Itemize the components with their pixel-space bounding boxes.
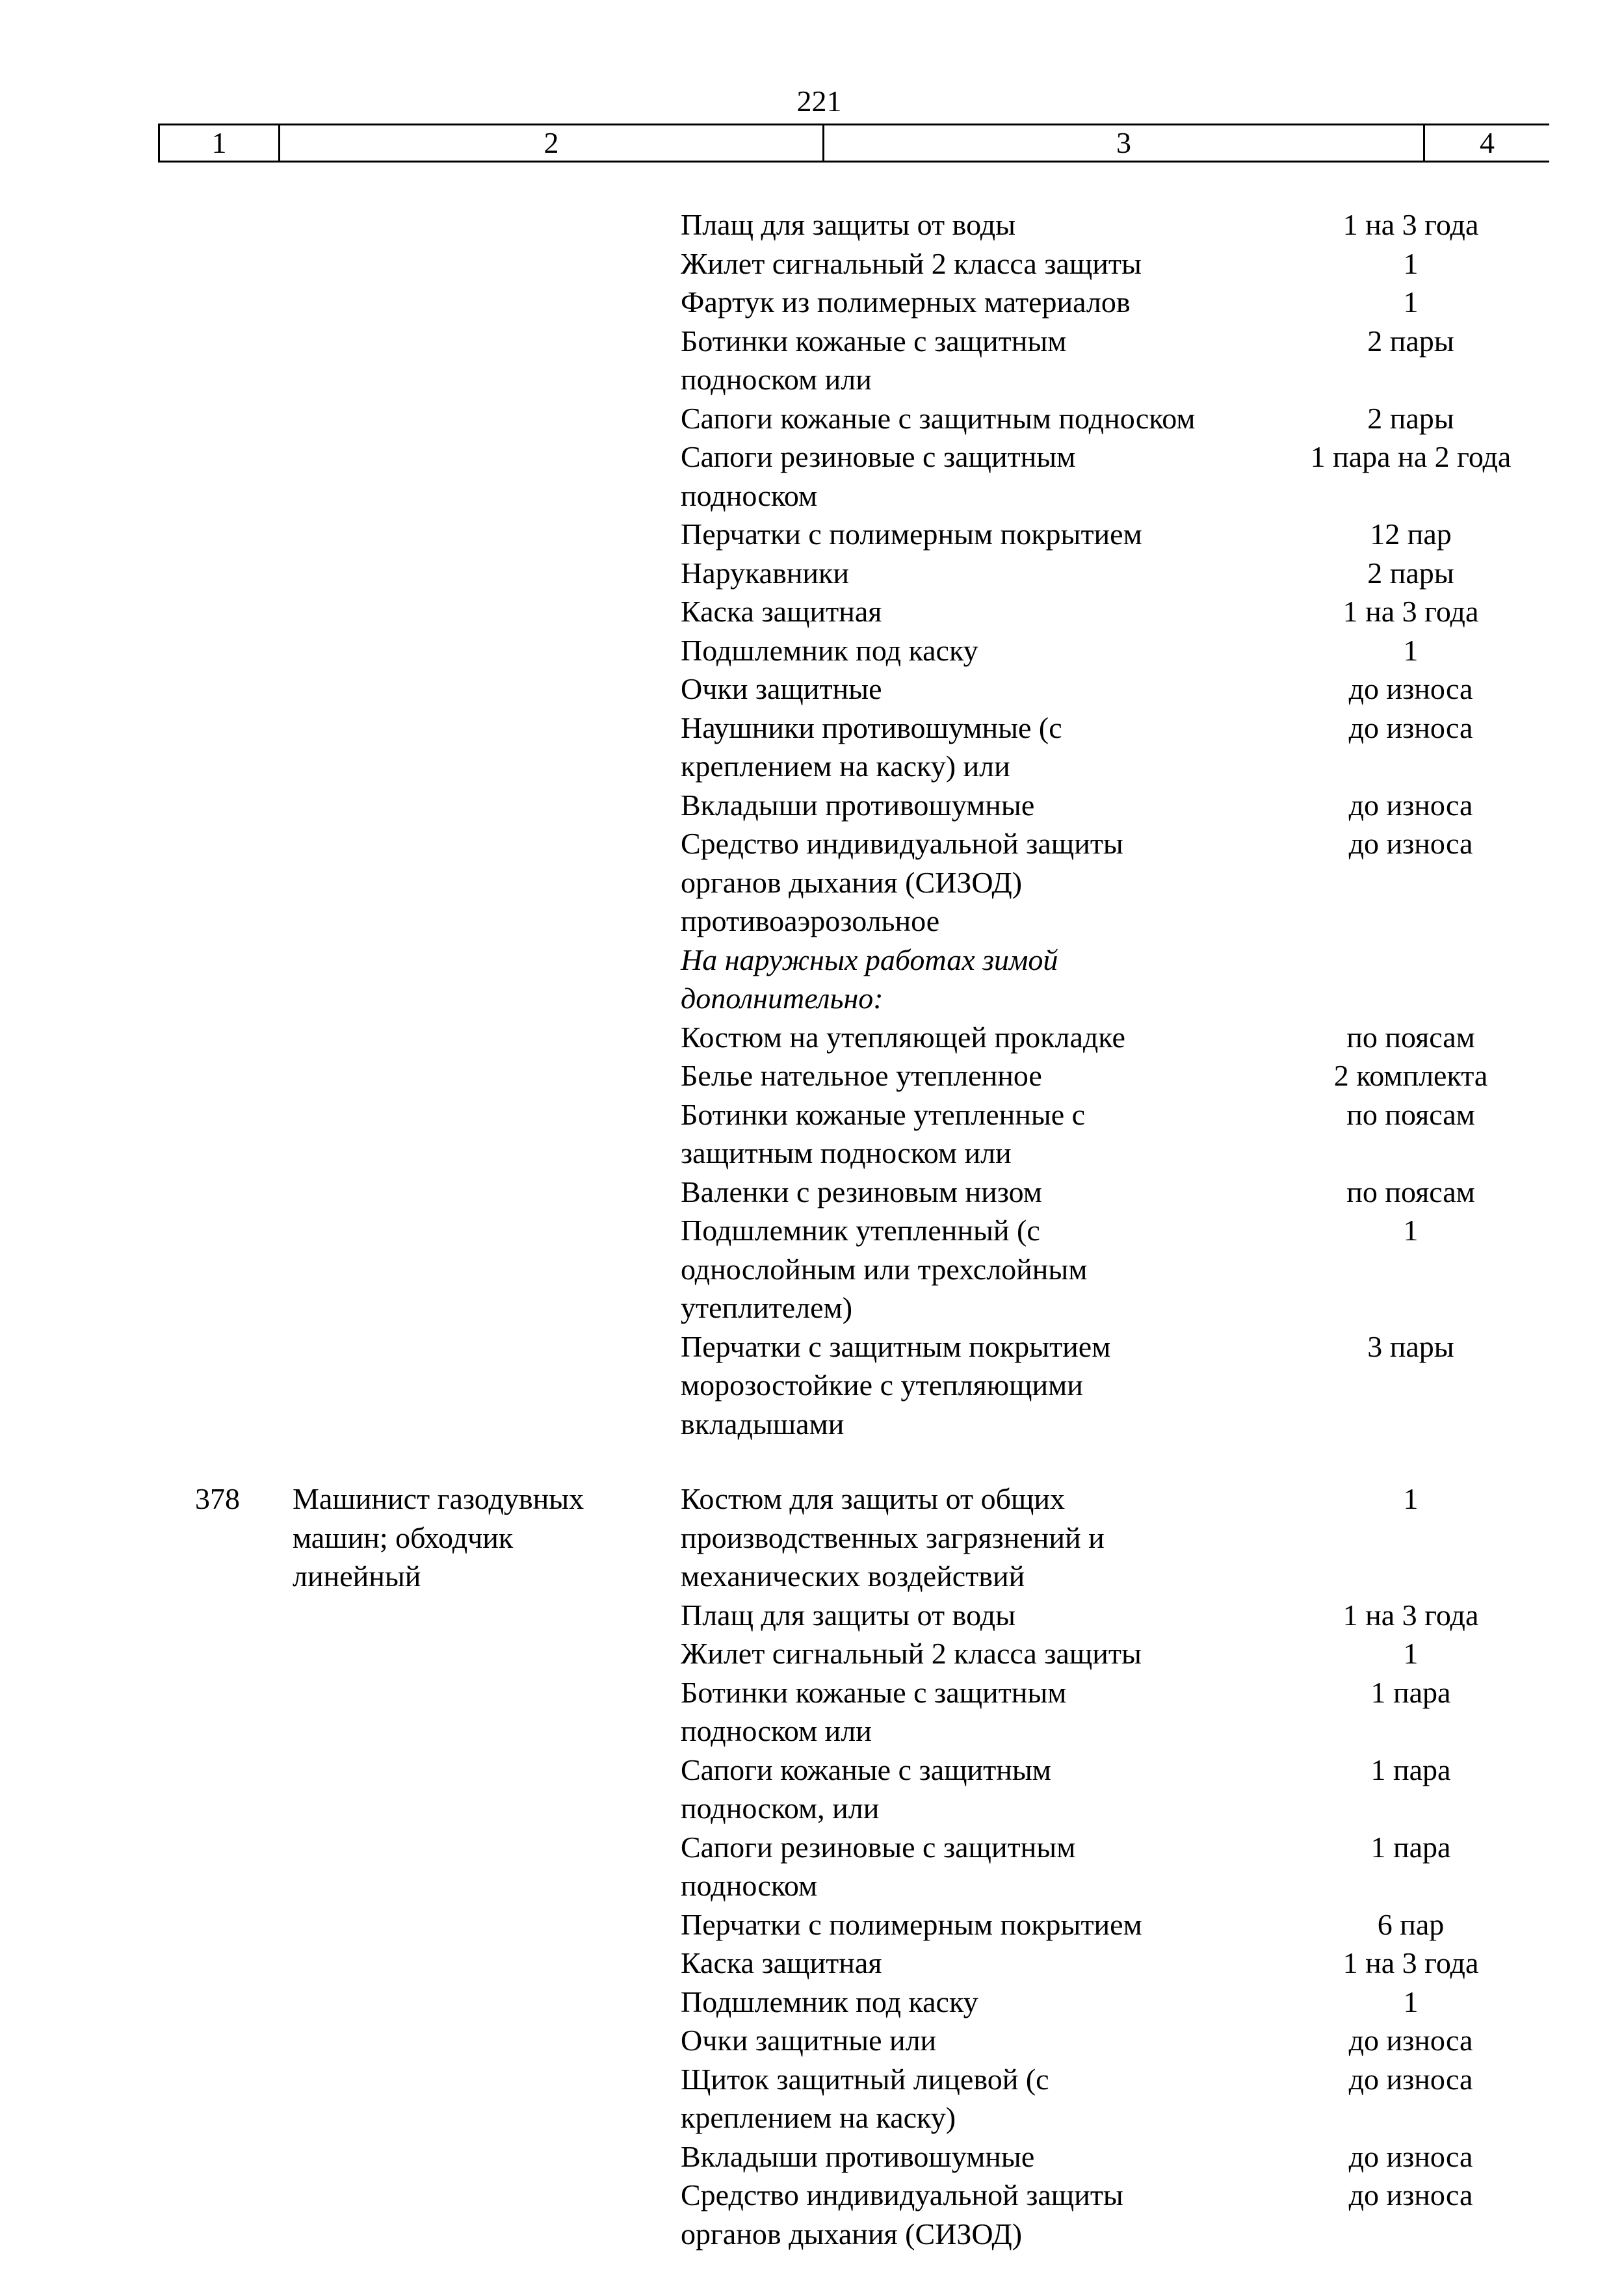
- item-name: Подшлемник под каску: [681, 1985, 978, 2018]
- profession-name: машин; обходчик: [293, 1520, 514, 1554]
- item-name: Вкладыши противошумные: [681, 788, 1035, 822]
- item-name: подноском или: [681, 1714, 872, 1747]
- item-name: утеплителем): [681, 1291, 853, 1324]
- item-norm: 1 пара: [1370, 1830, 1451, 1864]
- item-norm: 1: [1403, 633, 1419, 667]
- item-name: Фартук из полимерных материалов: [681, 285, 1131, 319]
- item-name: вкладышами: [681, 1407, 845, 1441]
- item-name: Сапоги резиновые с защитным: [681, 1830, 1076, 1864]
- profession-name: линейный: [293, 1559, 421, 1593]
- item-name: производственных загрязнений и: [681, 1520, 1105, 1554]
- column-header-3: 3: [822, 125, 1423, 161]
- item-name: Жилет сигнальный 2 класса защиты: [681, 1637, 1142, 1670]
- item-name: Костюм для защиты от общих: [681, 1482, 1066, 1515]
- item-norm: 1 пара: [1370, 1753, 1451, 1786]
- item-name: Ботинки кожаные с защитным: [681, 1675, 1067, 1709]
- item-norm: 1: [1403, 1214, 1419, 1247]
- column-header-row: [158, 124, 1549, 163]
- item-norm: 3 пары: [1367, 1329, 1454, 1363]
- item-norm: 6 пар: [1377, 1907, 1445, 1941]
- item-name: Средство индивидуальной защиты: [681, 2178, 1123, 2211]
- item-name: защитным подноском или: [681, 1136, 1012, 1169]
- item-name: подноском: [681, 1869, 818, 1902]
- item-norm: 1 пара: [1370, 1675, 1451, 1709]
- item-norm: 1 на 3 года: [1342, 1946, 1479, 1979]
- item-name: Белье нательное утепленное: [681, 1059, 1042, 1092]
- row-number: 378: [195, 1482, 240, 1515]
- item-norm: 2 комплекта: [1333, 1059, 1488, 1092]
- item-name: Щиток защитный лицевой (с: [681, 2062, 1049, 2096]
- item-norm: 1: [1403, 1637, 1419, 1670]
- item-norm: по поясам: [1346, 1175, 1475, 1208]
- item-norm: до износа: [1348, 2139, 1473, 2173]
- item-norm: 1: [1403, 1482, 1419, 1515]
- item-norm: 2 пары: [1367, 556, 1454, 590]
- item-norm: 2 пары: [1367, 401, 1454, 435]
- item-name: Ботинки кожаные с защитным: [681, 324, 1067, 358]
- item-name: морозостойкие с утепляющими: [681, 1368, 1083, 1402]
- item-name: Перчатки с защитным покрытием: [681, 1329, 1111, 1363]
- item-name: Сапоги кожаные с защитным подноском: [681, 401, 1196, 435]
- item-name: Подшлемник под каску: [681, 633, 978, 667]
- item-name: Подшлемник утепленный (с: [681, 1214, 1040, 1247]
- item-name: Ботинки кожаные утепленные с: [681, 1097, 1086, 1131]
- page-number: 221: [796, 85, 842, 118]
- item-name: Очки защитные: [681, 672, 882, 705]
- item-name: Валенки с резиновым низом: [681, 1175, 1042, 1208]
- column-header-4: 4: [1423, 125, 1549, 161]
- item-norm: 1: [1403, 1985, 1419, 2018]
- item-name: Каска защитная: [681, 595, 882, 628]
- profession-name: Машинист газодувных: [293, 1482, 584, 1515]
- item-name: Перчатки с полимерным покрытием: [681, 1907, 1142, 1941]
- item-name: Жилет сигнальный 2 класса защиты: [681, 246, 1142, 280]
- item-norm: 1: [1403, 246, 1419, 280]
- item-norm: 1 на 3 года: [1342, 1598, 1479, 1632]
- item-name: креплением на каску) или: [681, 750, 1010, 783]
- item-norm: 1: [1403, 285, 1419, 319]
- item-name: механических воздействий: [681, 1559, 1025, 1593]
- item-name: противоаэрозольное: [681, 904, 940, 937]
- item-name: подноском или: [681, 363, 872, 396]
- item-name: Костюм на утепляющей прокладке: [681, 1020, 1125, 1054]
- item-name: Средство индивидуальной защиты: [681, 827, 1123, 860]
- item-norm: до износа: [1348, 672, 1473, 705]
- item-name: Нарукавники: [681, 556, 850, 590]
- item-norm: до износа: [1348, 788, 1473, 822]
- item-norm: 2 пары: [1367, 324, 1454, 358]
- item-norm: до износа: [1348, 2062, 1473, 2096]
- item-name: однослойным или трехслойным: [681, 1252, 1088, 1286]
- item-name: Плащ для защиты от воды: [681, 1598, 1016, 1632]
- item-name: Сапоги кожаные с защитным: [681, 1753, 1051, 1786]
- item-norm: до износа: [1348, 2024, 1473, 2057]
- item-name: подноском: [681, 478, 818, 512]
- column-header-1: 1: [158, 125, 278, 161]
- item-name: Очки защитные или: [681, 2024, 937, 2057]
- item-name: На наружных работах зимой: [681, 943, 1058, 976]
- item-norm: до износа: [1348, 827, 1473, 860]
- item-name: подноском, или: [681, 1792, 880, 1825]
- item-name: креплением на каску): [681, 2101, 956, 2134]
- item-name: Вкладыши противошумные: [681, 2139, 1035, 2173]
- item-name: органов дыхания (СИЗОД): [681, 2217, 1023, 2250]
- item-name: Каска защитная: [681, 1946, 882, 1979]
- column-header-2: 2: [278, 125, 822, 161]
- item-norm: 1 пара на 2 года: [1310, 440, 1512, 473]
- item-name: Плащ для защиты от воды: [681, 208, 1016, 241]
- item-norm: 12 пар: [1370, 517, 1452, 551]
- item-norm: по поясам: [1346, 1097, 1475, 1131]
- item-name: Наушники противошумные (с: [681, 711, 1062, 744]
- item-name: органов дыхания (СИЗОД): [681, 865, 1023, 899]
- item-name: Перчатки с полимерным покрытием: [681, 517, 1142, 551]
- item-norm: до износа: [1348, 2178, 1473, 2211]
- item-norm: до износа: [1348, 711, 1473, 744]
- item-name: дополнительно:: [681, 982, 884, 1015]
- item-name: Сапоги резиновые с защитным: [681, 440, 1076, 473]
- item-norm: 1 на 3 года: [1342, 208, 1479, 241]
- item-norm: 1 на 3 года: [1342, 595, 1479, 628]
- item-norm: по поясам: [1346, 1020, 1475, 1054]
